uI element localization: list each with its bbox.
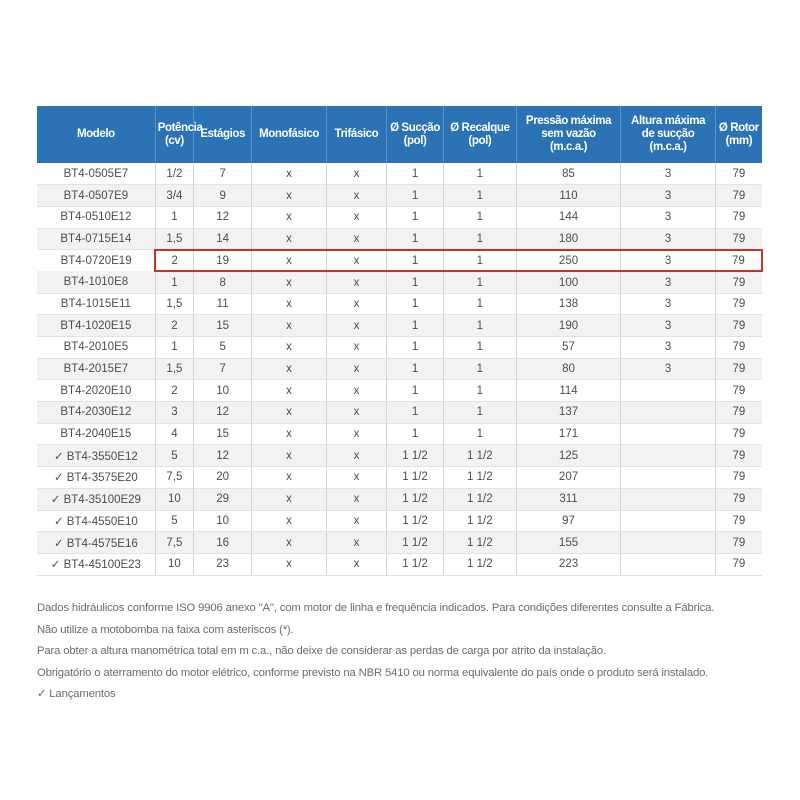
cell-rotor: 79: [715, 228, 762, 250]
cell-altura: 3: [621, 293, 715, 315]
cell-monofasico: x: [252, 250, 327, 272]
cell-altura: 3: [621, 358, 715, 380]
header-monofasico: Monofásico: [252, 106, 327, 163]
cell-potencia: 2: [155, 380, 193, 402]
cell-succao: 1: [387, 271, 444, 293]
cell-altura: [621, 380, 715, 402]
cell-succao: 1: [387, 206, 444, 228]
cell-succao: 1 1/2: [387, 467, 444, 489]
cell-succao: 1: [387, 293, 444, 315]
cell-monofasico: x: [252, 380, 327, 402]
table-row: [37, 163, 762, 185]
cell-estagios: 16: [194, 532, 252, 554]
cell-altura: [621, 445, 715, 467]
cell-potencia: 7,5: [155, 532, 193, 554]
cell-estagios: 10: [194, 380, 252, 402]
cell-succao: 1: [387, 380, 444, 402]
cell-recalque: 1 1/2: [444, 532, 517, 554]
cell-rotor: 79: [715, 163, 762, 185]
cell-modelo: BT4-1015E11: [37, 293, 155, 315]
header-pressao-maxima: Pressão máxima sem vazão (m.c.a.): [516, 106, 621, 163]
cell-potencia: 3/4: [155, 185, 193, 207]
cell-modelo: BT4-2030E12: [37, 402, 155, 424]
cell-potencia: 4: [155, 423, 193, 445]
cell-trifasico: x: [326, 228, 386, 250]
cell-monofasico: x: [252, 510, 327, 532]
cell-modelo: BT4-0715E14: [37, 228, 155, 250]
cell-estagios: 29: [194, 488, 252, 510]
cell-rotor: 79: [715, 315, 762, 337]
cell-altura: 3: [621, 185, 715, 207]
cell-pressao: 223: [516, 553, 621, 575]
footnotes: [37, 598, 767, 706]
cell-monofasico: x: [252, 206, 327, 228]
table-row: [37, 488, 762, 510]
cell-monofasico: x: [252, 402, 327, 424]
cell-potencia: 1,5: [155, 293, 193, 315]
cell-pressao: 190: [516, 315, 621, 337]
table-row: [37, 553, 762, 575]
cell-modelo: BT4-0507E9: [37, 185, 155, 207]
cell-modelo: ✓ BT4-4575E16: [37, 532, 155, 554]
cell-rotor: 79: [715, 337, 762, 359]
cell-estagios: 19: [194, 250, 252, 272]
cell-trifasico: x: [326, 402, 386, 424]
table-row: [37, 206, 762, 228]
cell-potencia: 7,5: [155, 467, 193, 489]
cell-recalque: 1: [444, 206, 517, 228]
cell-recalque: 1 1/2: [444, 445, 517, 467]
table-row: [37, 271, 762, 293]
cell-recalque: 1: [444, 250, 517, 272]
cell-altura: [621, 467, 715, 489]
cell-estagios: 23: [194, 553, 252, 575]
cell-estagios: 5: [194, 337, 252, 359]
cell-trifasico: x: [326, 163, 386, 185]
cell-rotor: 79: [715, 423, 762, 445]
note-altura-manometrica: Para obter a altura manométrica total em m c.a., não deixe de considerar as perdas de carga por atrito da instalação.: [37, 645, 606, 657]
cell-recalque: 1 1/2: [444, 553, 517, 575]
cell-potencia: 10: [155, 488, 193, 510]
cell-pressao: 144: [516, 206, 621, 228]
cell-modelo: BT4-2015E7: [37, 358, 155, 380]
cell-estagios: 7: [194, 163, 252, 185]
cell-pressao: 125: [516, 445, 621, 467]
cell-rotor: 79: [715, 467, 762, 489]
header-altura-maxima: Altura máxima de sucção (m.c.a.): [621, 106, 715, 163]
cell-altura: 3: [621, 271, 715, 293]
cell-monofasico: x: [252, 185, 327, 207]
table-header-row: [37, 106, 762, 163]
cell-rotor: 79: [715, 380, 762, 402]
cell-rotor: 79: [715, 271, 762, 293]
cell-trifasico: x: [326, 250, 386, 272]
cell-potencia: 1: [155, 337, 193, 359]
cell-potencia: 1,5: [155, 228, 193, 250]
table-row: [37, 250, 762, 272]
cell-trifasico: x: [326, 315, 386, 337]
cell-potencia: 2: [155, 315, 193, 337]
cell-monofasico: x: [252, 163, 327, 185]
cell-succao: 1 1/2: [387, 445, 444, 467]
cell-succao: 1: [387, 228, 444, 250]
cell-trifasico: x: [326, 358, 386, 380]
header-potencia: Potência (cv): [155, 106, 193, 163]
cell-pressao: 155: [516, 532, 621, 554]
cell-succao: 1 1/2: [387, 510, 444, 532]
cell-recalque: 1: [444, 358, 517, 380]
table-row: [37, 402, 762, 424]
cell-estagios: 15: [194, 423, 252, 445]
cell-potencia: 2: [155, 250, 193, 272]
cell-pressao: 114: [516, 380, 621, 402]
cell-succao: 1: [387, 358, 444, 380]
note-iso: Dados hidráulicos conforme ISO 9906 anexo "A", com motor de linha e frequência indicados. Para condições diferentes consulte a Fábrica.: [37, 602, 715, 614]
cell-trifasico: x: [326, 293, 386, 315]
cell-monofasico: x: [252, 467, 327, 489]
cell-altura: [621, 532, 715, 554]
cell-trifasico: x: [326, 445, 386, 467]
cell-estagios: 8: [194, 271, 252, 293]
cell-pressao: 311: [516, 488, 621, 510]
cell-monofasico: x: [252, 488, 327, 510]
cell-recalque: 1: [444, 402, 517, 424]
table-row: [37, 467, 762, 489]
cell-trifasico: x: [326, 423, 386, 445]
cell-rotor: 79: [715, 250, 762, 272]
cell-altura: [621, 402, 715, 424]
cell-potencia: 5: [155, 445, 193, 467]
cell-estagios: 15: [194, 315, 252, 337]
cell-trifasico: x: [326, 532, 386, 554]
cell-succao: 1: [387, 402, 444, 424]
cell-monofasico: x: [252, 553, 327, 575]
cell-altura: 3: [621, 228, 715, 250]
cell-recalque: 1: [444, 423, 517, 445]
header-recalque: Ø Recalque (pol): [444, 106, 517, 163]
cell-rotor: 79: [715, 358, 762, 380]
cell-monofasico: x: [252, 423, 327, 445]
cell-recalque: 1: [444, 163, 517, 185]
table-row: [37, 315, 762, 337]
cell-estagios: 12: [194, 206, 252, 228]
note-asteriscos: Não utilize a motobomba na faixa com asteriscos (*).: [37, 623, 294, 636]
cell-recalque: 1: [444, 271, 517, 293]
table-row: [37, 532, 762, 554]
cell-altura: 3: [621, 206, 715, 228]
cell-recalque: 1: [444, 293, 517, 315]
cell-rotor: 79: [715, 206, 762, 228]
cell-succao: 1 1/2: [387, 532, 444, 554]
cell-monofasico: x: [252, 315, 327, 337]
cell-rotor: 79: [715, 553, 762, 575]
cell-potencia: 1: [155, 206, 193, 228]
cell-succao: 1: [387, 163, 444, 185]
cell-pressao: 110: [516, 185, 621, 207]
cell-rotor: 79: [715, 510, 762, 532]
cell-pressao: 80: [516, 358, 621, 380]
cell-monofasico: x: [252, 445, 327, 467]
cell-monofasico: x: [252, 293, 327, 315]
cell-pressao: 171: [516, 423, 621, 445]
table-body: [37, 163, 762, 575]
cell-monofasico: x: [252, 532, 327, 554]
cell-monofasico: x: [252, 337, 327, 359]
cell-rotor: 79: [715, 293, 762, 315]
cell-pressao: 250: [516, 250, 621, 272]
table-row: [37, 445, 762, 467]
cell-recalque: 1: [444, 380, 517, 402]
cell-estagios: 12: [194, 445, 252, 467]
cell-modelo: BT4-0510E12: [37, 206, 155, 228]
note-aterramento: Obrigatório o aterramento do motor elétrico, conforme previsto na NBR 5410 ou norma equivalente do país onde o produto será instalado.: [37, 666, 709, 679]
cell-rotor: 79: [715, 532, 762, 554]
cell-succao: 1: [387, 337, 444, 359]
cell-modelo: BT4-0505E7: [37, 163, 155, 185]
table-row: [37, 380, 762, 402]
cell-altura: 3: [621, 337, 715, 359]
cell-recalque: 1 1/2: [444, 510, 517, 532]
cell-monofasico: x: [252, 358, 327, 380]
table-row: [37, 293, 762, 315]
cell-trifasico: x: [326, 337, 386, 359]
cell-succao: 1: [387, 185, 444, 207]
cell-succao: 1: [387, 250, 444, 272]
cell-pressao: 137: [516, 402, 621, 424]
cell-recalque: 1 1/2: [444, 488, 517, 510]
cell-trifasico: x: [326, 510, 386, 532]
pump-spec-table: [36, 106, 763, 576]
cell-potencia: 1,5: [155, 358, 193, 380]
cell-estagios: 9: [194, 185, 252, 207]
cell-trifasico: x: [326, 488, 386, 510]
cell-pressao: 207: [516, 467, 621, 489]
cell-modelo: ✓ BT4-35100E29: [37, 488, 155, 510]
cell-trifasico: x: [326, 206, 386, 228]
cell-recalque: 1: [444, 337, 517, 359]
cell-trifasico: x: [326, 380, 386, 402]
cell-pressao: 180: [516, 228, 621, 250]
cell-monofasico: x: [252, 271, 327, 293]
cell-pressao: 138: [516, 293, 621, 315]
cell-succao: 1: [387, 423, 444, 445]
table-row: [37, 423, 762, 445]
cell-trifasico: x: [326, 185, 386, 207]
cell-estagios: 7: [194, 358, 252, 380]
cell-modelo: BT4-2020E10: [37, 380, 155, 402]
note-lancamentos: ✓ Lançamentos: [37, 688, 116, 700]
cell-potencia: 5: [155, 510, 193, 532]
cell-potencia: 10: [155, 553, 193, 575]
cell-modelo: BT4-1020E15: [37, 315, 155, 337]
table-row: [37, 337, 762, 359]
header-estagios: Estágios: [194, 106, 252, 163]
header-modelo: Modelo: [76, 128, 115, 140]
cell-succao: 1: [387, 315, 444, 337]
cell-pressao: 100: [516, 271, 621, 293]
cell-rotor: 79: [715, 445, 762, 467]
cell-succao: 1 1/2: [387, 553, 444, 575]
table-row: [37, 510, 762, 532]
cell-estagios: 12: [194, 402, 252, 424]
cell-altura: 3: [621, 315, 715, 337]
cell-trifasico: x: [326, 467, 386, 489]
cell-recalque: 1: [444, 315, 517, 337]
cell-modelo: ✓ BT4-45100E23: [37, 553, 155, 575]
cell-modelo: BT4-2040E15: [37, 423, 155, 445]
cell-modelo: BT4-2010E5: [37, 337, 155, 359]
cell-recalque: 1: [444, 228, 517, 250]
cell-trifasico: x: [326, 271, 386, 293]
cell-pressao: 57: [516, 337, 621, 359]
cell-altura: [621, 423, 715, 445]
cell-potencia: 1/2: [155, 163, 193, 185]
cell-altura: [621, 510, 715, 532]
cell-modelo: ✓ BT4-3550E12: [37, 445, 155, 467]
cell-rotor: 79: [715, 185, 762, 207]
cell-modelo: ✓ BT4-3575E20: [37, 467, 155, 489]
cell-estagios: 11: [194, 293, 252, 315]
cell-altura: [621, 488, 715, 510]
cell-succao: 1 1/2: [387, 488, 444, 510]
cell-trifasico: x: [326, 553, 386, 575]
cell-estagios: 20: [194, 467, 252, 489]
cell-recalque: 1 1/2: [444, 467, 517, 489]
cell-pressao: 97: [516, 510, 621, 532]
cell-altura: 3: [621, 163, 715, 185]
cell-estagios: 10: [194, 510, 252, 532]
cell-pressao: 85: [516, 163, 621, 185]
header-trifasico: Trifásico: [326, 106, 386, 163]
cell-modelo: ✓ BT4-4550E10: [37, 510, 155, 532]
cell-recalque: 1: [444, 185, 517, 207]
table-row: [37, 185, 762, 207]
table-row: [37, 228, 762, 250]
cell-modelo: BT4-1010E8: [37, 271, 155, 293]
header-rotor: Ø Rotor (mm): [715, 106, 762, 163]
cell-rotor: 79: [715, 402, 762, 424]
cell-potencia: 3: [155, 402, 193, 424]
cell-potencia: 1: [155, 271, 193, 293]
table-row: [37, 358, 762, 380]
cell-altura: [621, 553, 715, 575]
cell-altura: 3: [621, 250, 715, 272]
cell-monofasico: x: [252, 228, 327, 250]
cell-rotor: 79: [715, 488, 762, 510]
cell-modelo: BT4-0720E19: [37, 250, 155, 272]
header-succao: Ø Sucção (pol): [387, 106, 444, 163]
cell-estagios: 14: [194, 228, 252, 250]
